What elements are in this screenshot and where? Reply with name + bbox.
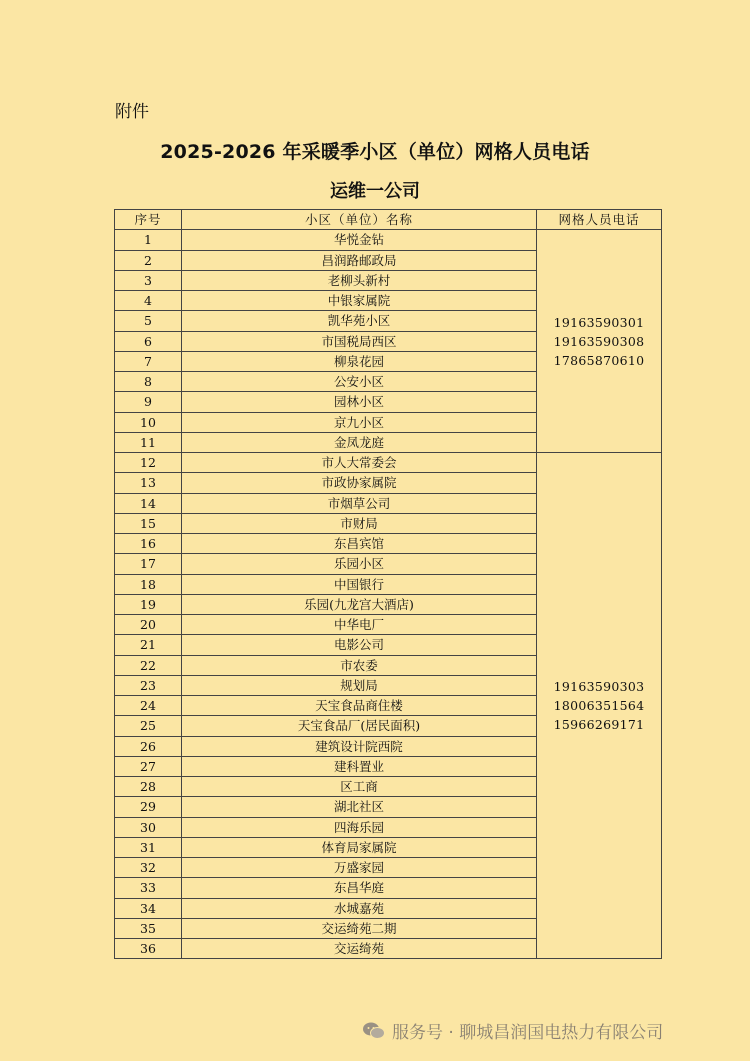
row-index: 23 xyxy=(115,675,182,695)
row-index: 25 xyxy=(115,716,182,736)
community-name: 市政协家属院 xyxy=(182,473,537,493)
row-index: 22 xyxy=(115,655,182,675)
row-index: 1 xyxy=(115,230,182,250)
community-name: 东昌宾馆 xyxy=(182,534,537,554)
page-subtitle: 运维一公司 xyxy=(330,181,420,202)
community-name: 交运绮苑 xyxy=(182,939,537,959)
row-index: 27 xyxy=(115,756,182,776)
row-index: 18 xyxy=(115,574,182,594)
community-name: 昌润路邮政局 xyxy=(182,250,537,270)
row-index: 10 xyxy=(115,412,182,432)
phone-number: 19163590308 xyxy=(553,333,645,349)
row-index: 5 xyxy=(115,311,182,331)
column-header-phone: 网格人员电话 xyxy=(537,210,662,230)
phone-number: 17865870610 xyxy=(553,352,645,368)
community-name: 建科置业 xyxy=(182,756,537,776)
community-name: 水城嘉苑 xyxy=(182,898,537,918)
row-index: 28 xyxy=(115,777,182,797)
community-name: 体育局家属院 xyxy=(182,837,537,857)
row-index: 29 xyxy=(115,797,182,817)
row-index: 36 xyxy=(115,939,182,959)
column-header-name: 小区（单位）名称 xyxy=(182,210,537,230)
community-name: 金凤龙庭 xyxy=(182,432,537,452)
row-index: 21 xyxy=(115,635,182,655)
community-name: 市烟草公司 xyxy=(182,493,537,513)
row-index: 13 xyxy=(115,473,182,493)
contact-table xyxy=(114,209,662,959)
row-index: 16 xyxy=(115,534,182,554)
community-name: 市人大常委会 xyxy=(182,453,537,473)
community-name: 四海乐园 xyxy=(182,817,537,837)
watermark-text: 服务号 · 聊城昌润国电热力有限公司 xyxy=(392,1023,664,1043)
row-index: 8 xyxy=(115,372,182,392)
column-header-index: 序号 xyxy=(115,210,182,230)
community-name: 交运绮苑二期 xyxy=(182,918,537,938)
community-name: 市国税局西区 xyxy=(182,331,537,351)
community-name: 京九小区 xyxy=(182,412,537,432)
row-index: 20 xyxy=(115,615,182,635)
phone-number: 19163590303 xyxy=(553,679,645,695)
community-name: 天宝食品商住楼 xyxy=(182,696,537,716)
phone-group xyxy=(537,230,662,453)
community-name: 凯华苑小区 xyxy=(182,311,537,331)
community-name: 东昌华庭 xyxy=(182,878,537,898)
community-name: 柳泉花园 xyxy=(182,351,537,371)
row-index: 35 xyxy=(115,918,182,938)
row-index: 17 xyxy=(115,554,182,574)
attachment-label: 附件 xyxy=(115,102,149,122)
community-name: 湖北社区 xyxy=(182,797,537,817)
row-index: 32 xyxy=(115,858,182,878)
phone-number: 15966269171 xyxy=(553,717,645,733)
community-name: 华悦金钻 xyxy=(182,230,537,250)
phone-number: 19163590301 xyxy=(553,314,645,330)
community-name: 电影公司 xyxy=(182,635,537,655)
row-index: 26 xyxy=(115,736,182,756)
community-name: 建筑设计院西院 xyxy=(182,736,537,756)
community-name: 乐园(九龙宫大酒店) xyxy=(182,594,537,614)
table-body xyxy=(115,230,662,959)
row-index: 30 xyxy=(115,817,182,837)
row-index: 3 xyxy=(115,270,182,290)
row-index: 24 xyxy=(115,696,182,716)
page-title: 2025-2026 年采暖季小区（单位）网格人员电话 xyxy=(160,141,590,163)
community-name: 市农委 xyxy=(182,655,537,675)
community-name: 中国银行 xyxy=(182,574,537,594)
row-index: 11 xyxy=(115,432,182,452)
community-name: 公安小区 xyxy=(182,372,537,392)
row-index: 15 xyxy=(115,513,182,533)
row-index: 34 xyxy=(115,898,182,918)
row-index: 7 xyxy=(115,351,182,371)
community-name: 中银家属院 xyxy=(182,291,537,311)
community-name: 天宝食品厂(居民面积) xyxy=(182,716,537,736)
community-name: 老柳头新村 xyxy=(182,270,537,290)
table-row xyxy=(115,230,662,250)
phone-group xyxy=(537,453,662,959)
community-name: 乐园小区 xyxy=(182,554,537,574)
row-index: 2 xyxy=(115,250,182,270)
community-name: 万盛家园 xyxy=(182,858,537,878)
phone-number: 18006351564 xyxy=(553,698,645,714)
row-index: 9 xyxy=(115,392,182,412)
row-index: 6 xyxy=(115,331,182,351)
table-header-row xyxy=(115,210,662,230)
row-index: 31 xyxy=(115,837,182,857)
watermark xyxy=(362,1018,663,1043)
community-name: 区工商 xyxy=(182,777,537,797)
row-index: 12 xyxy=(115,453,182,473)
row-index: 33 xyxy=(115,878,182,898)
row-index: 14 xyxy=(115,493,182,513)
table-row xyxy=(115,453,662,473)
community-name: 园林小区 xyxy=(182,392,537,412)
community-name: 规划局 xyxy=(182,675,537,695)
community-name: 市财局 xyxy=(182,513,537,533)
community-name: 中华电厂 xyxy=(182,615,537,635)
wechat-icon xyxy=(362,1021,386,1041)
row-index: 19 xyxy=(115,594,182,614)
row-index: 4 xyxy=(115,291,182,311)
